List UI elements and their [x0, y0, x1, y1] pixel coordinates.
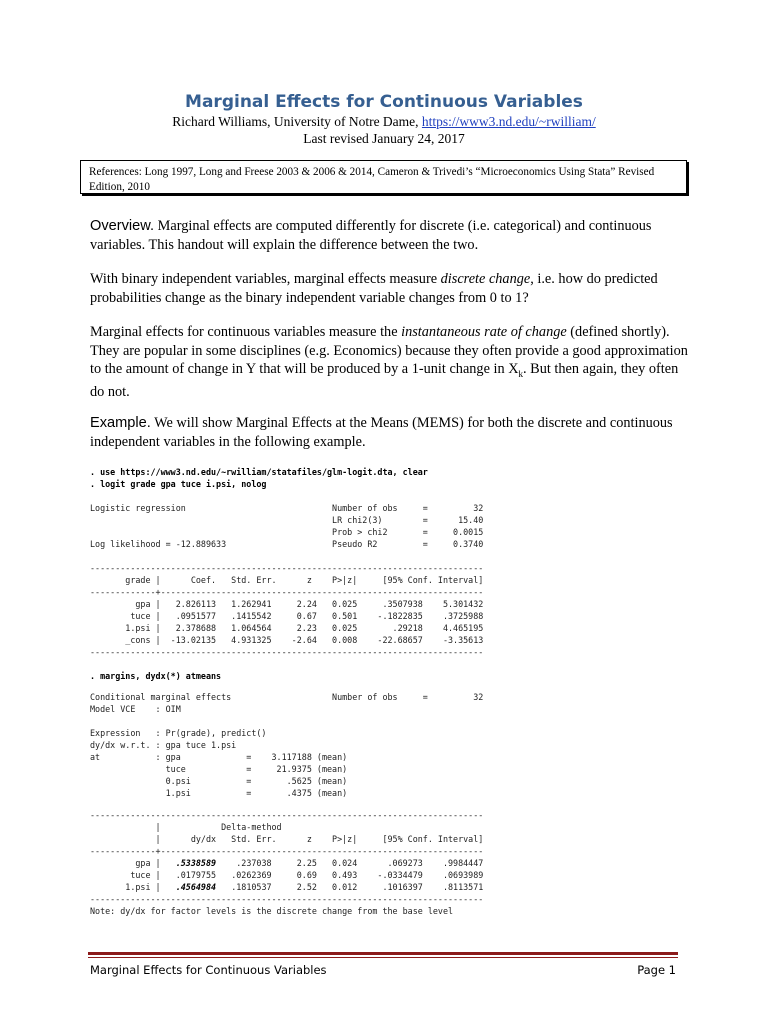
logit-header-2: LR chi2(3) = 15.40	[90, 515, 484, 525]
margins-separator-top: ------------------------------------------------------------------------------	[90, 810, 484, 820]
logit-header-1: Logistic regression Number of obs = 32	[90, 503, 484, 513]
margins-row-gpa-rest: .237038 2.25 0.024 .069273 .9984447	[216, 858, 484, 868]
continuous-paragraph	[90, 323, 690, 402]
margins-header-4: Expression : Pr(grade), predict()	[90, 728, 267, 738]
revised-date: Last revised January 24, 2017	[303, 131, 465, 146]
margins-header-9: 1.psi = .4375 (mean)	[90, 788, 348, 798]
logit-header-4: Log likelihood = -12.889633 Pseudo R2 = 0.3740	[90, 539, 484, 549]
margins-row-gpa-label: gpa |	[90, 858, 176, 868]
overview-paragraph	[90, 217, 690, 254]
margins-header-1: Conditional marginal effects Number of obs = 32	[90, 692, 484, 702]
margins-row-tuce-rest: .0262369 0.69 0.493 -.0334479 .0693989	[216, 870, 484, 880]
margins-header-6: at : gpa = 3.117188 (mean)	[90, 752, 348, 762]
logit-separator-mid: -------------+----------------------------------------------------------------	[90, 587, 484, 597]
author-text: Richard Williams, University of Notre Dame,	[172, 114, 422, 129]
logit-header-3: Prob > chi2 = 0.0015	[90, 527, 484, 537]
overview-lead: Overview.	[90, 218, 155, 234]
example-text: We will show Marginal Effects at the Means (MEMS) for both the discrete and continuous independent variables in the following example.	[90, 415, 673, 450]
binary-paragraph	[90, 270, 690, 307]
continuous-pre: Marginal effects for continuous variables measure the	[90, 324, 402, 340]
author-link[interactable]: https://www3.nd.edu/~rwilliam/	[421, 114, 596, 129]
continuous-mid: (defined shortly). They are popular in some disciplines (e.g. Economics) because they often provide a good approximation to the amount of change in Y that will be produced by a 1-unit change in X	[90, 324, 688, 377]
references-box: References: Long 1997, Long and Freese 2003 & 2006 & 2014, Cameron & Trivedi’s “Microeconomics Using Stata” Revised Edition, 2010	[80, 160, 687, 194]
author-line	[0, 114, 768, 130]
margins-row-gpa	[90, 857, 483, 869]
margins-note: Note: dy/dx for factor levels is the discrete change from the base level	[90, 906, 454, 916]
overview-text: Marginal effects are computed differently for discrete (i.e. categorical) and continuous variables. This handout will explain the difference between the two.	[90, 218, 652, 253]
page-number: Page 1	[637, 963, 676, 977]
margins-row-tuce-dydx: .0179755	[175, 870, 217, 880]
margins-column-headers-2: | dy/dx Std. Err. z P>|z| [95% Conf. Interval]	[90, 834, 484, 844]
continuous-emphasis: instantaneous rate of change	[401, 324, 567, 340]
margins-row-psi	[90, 881, 483, 893]
logit-separator-top: ------------------------------------------------------------------------------	[90, 563, 484, 573]
logit-column-headers: grade | Coef. Std. Err. z P>|z| [95% Conf. Interval]	[90, 575, 484, 585]
example-paragraph	[90, 414, 690, 451]
margins-header-8: 0.psi = .5625 (mean)	[90, 776, 348, 786]
margins-row-psi-dydx: .4564984	[175, 882, 217, 892]
binary-post: , i.e. how do predicted probabilities change as the binary independent variable changes from 0 to 1?	[90, 271, 658, 306]
logit-row-psi: 1.psi | 2.378688 1.064564 2.23 0.025 .29218 4.465195	[90, 623, 484, 633]
continuous-subscript: k	[518, 368, 524, 379]
margins-header-7: tuce = 21.9375 (mean)	[90, 764, 348, 774]
margins-header-2: Model VCE : OIM	[90, 704, 181, 714]
margins-row-psi-label: 1.psi |	[90, 882, 176, 892]
margins-row-tuce	[90, 869, 483, 881]
logit-separator-bottom: ------------------------------------------------------------------------------	[90, 647, 484, 657]
continuous-post: . But then again, they often do not.	[90, 361, 679, 401]
margins-column-headers-1: | Delta-method	[90, 822, 282, 832]
binary-pre: With binary independent variables, marginal effects measure	[90, 271, 441, 287]
margins-row-tuce-label: tuce |	[90, 870, 176, 880]
margins-row-gpa-dydx: .5338589	[175, 858, 217, 868]
logit-row-gpa: gpa | 2.826113 1.262941 2.24 0.025 .3507938 5.301432	[90, 599, 484, 609]
binary-emphasis: discrete change	[440, 271, 531, 287]
footer-rule-thick	[88, 952, 678, 955]
margins-separator-mid: -------------+----------------------------------------------------------------	[90, 846, 484, 856]
stata-command-margins: . margins, dydx(*) atmeans	[90, 671, 222, 681]
margins-row-psi-rest: .1810537 2.52 0.012 .1016397 .8113571	[216, 882, 484, 892]
footer-title: Marginal Effects for Continuous Variables	[90, 963, 327, 977]
logit-row-cons: _cons | -13.02135 4.931325 -2.64 0.008 -22.68657 -3.35613	[90, 635, 484, 645]
document-title: Marginal Effects for Continuous Variables	[185, 92, 583, 112]
example-lead: Example.	[90, 415, 151, 431]
margins-separator-bottom: ------------------------------------------------------------------------------	[90, 894, 484, 904]
logit-row-tuce: tuce | .0951577 .1415542 0.67 0.501 -.1822835 .3725988	[90, 611, 484, 621]
footer-rule-thin	[88, 957, 678, 958]
stata-command-use: . use https://www3.nd.edu/~rwilliam/statafiles/glm-logit.dta, clear	[90, 467, 428, 477]
stata-command-logit: . logit grade gpa tuce i.psi, nolog	[90, 479, 267, 489]
margins-header-5: dy/dx w.r.t. : gpa tuce 1.psi	[90, 740, 237, 750]
